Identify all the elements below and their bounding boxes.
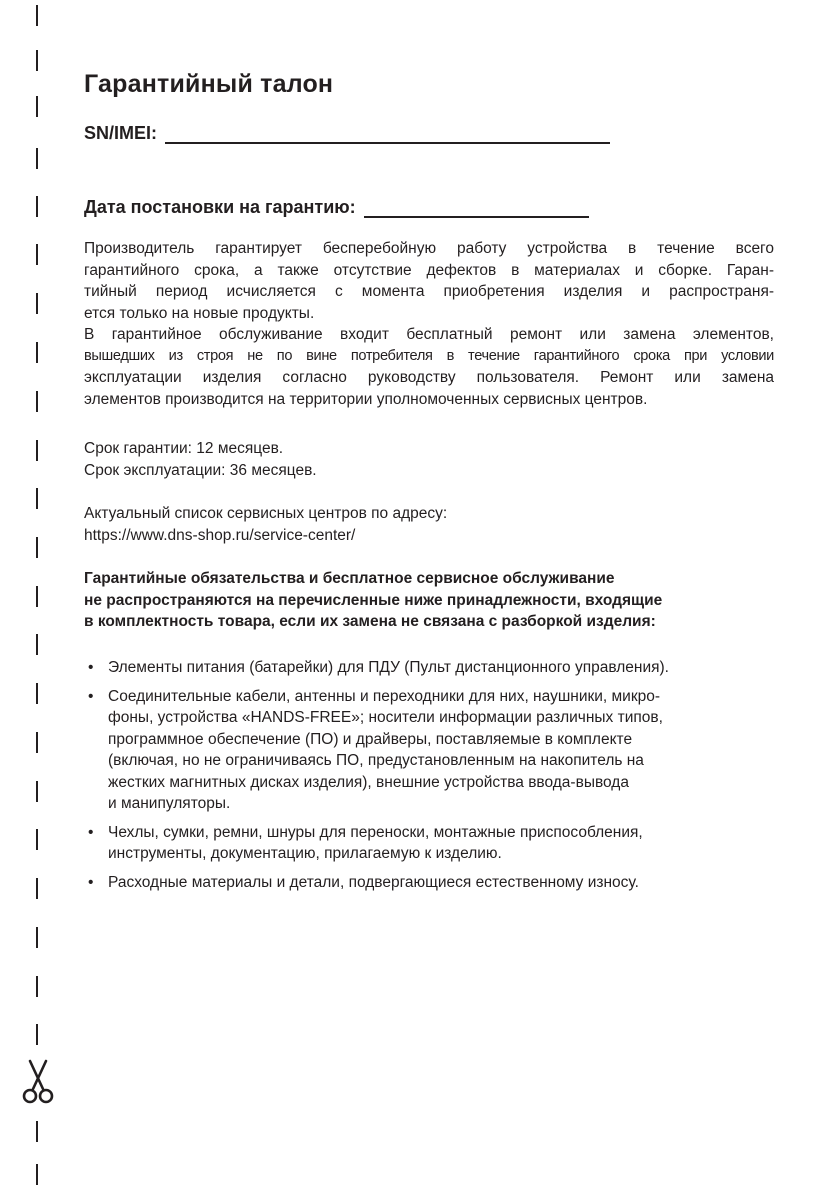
list-item-line: • Расходные материалы и детали, подвергающиеся естественному износу. — [108, 873, 639, 891]
warranty-periods — [84, 438, 774, 481]
cut-dash — [36, 488, 38, 509]
cut-dash — [36, 440, 38, 461]
cut-dash — [36, 1024, 38, 1045]
paragraph-line: гарантийного срока, а также отсутствие дефектов в материалах и сборке. Гаран- — [84, 261, 774, 279]
warranty-date-blank-line — [364, 198, 589, 218]
paragraph-line: элементов производится на территории уполномоченных сервисных центров. — [84, 390, 648, 408]
cut-dash — [36, 829, 38, 850]
list-item-line: • Соединительные кабели, антенны и переходники для них, наушники, микро- — [108, 687, 661, 705]
exclusions-heading-line: в комплектность товара, если их замена не связана с разборкой изделия: — [84, 613, 656, 630]
list-item-line: • Чехлы, сумки, ремни, шнуры для переноски, монтажные приспособления, — [108, 823, 643, 841]
cut-dash — [36, 586, 38, 607]
exclusions-list — [86, 657, 776, 900]
exclusions-heading-line: Гарантийные обязательства и бесплатное сервисное обслуживание — [84, 570, 615, 587]
list-item-line: (включая, но не ограничиваясь ПО, предустановленным на накопитель на — [108, 752, 644, 769]
warranty-date-field — [84, 197, 589, 218]
service-centers — [84, 503, 774, 546]
list-item-line: • Элементы питания (батарейки) для ПДУ (Пульт дистанционного управления). — [108, 659, 669, 676]
cut-dash — [36, 634, 38, 655]
list-item-line: фоны, устройства «HANDS-FREE»; носители информации различных типов, — [108, 709, 663, 726]
list-item — [86, 657, 776, 679]
cut-dash — [36, 927, 38, 948]
cut-dash — [36, 148, 38, 169]
list-item — [86, 872, 776, 894]
paragraph-line: В гарантийное обслуживание входит бесплатный ремонт или замена элементов, — [84, 326, 774, 343]
service-life-period: Срок эксплуатации: 36 месяцев. — [84, 461, 317, 479]
exclusions-heading-line: не распространяются на перечисленные ниже принадлежности, входящие — [84, 591, 663, 609]
cut-dash — [36, 683, 38, 704]
paragraph-line: вышедших из строя не по вине потребителя в течение гарантийного срока при условии — [84, 347, 774, 364]
cut-dash — [36, 537, 38, 558]
list-item-line: и манипуляторы. — [108, 795, 231, 812]
warranty-date-label: Дата постановки на гарантию: — [84, 197, 356, 217]
cut-dash — [36, 342, 38, 363]
cut-dash — [36, 878, 38, 899]
cut-dash — [36, 781, 38, 802]
cut-dash — [36, 96, 38, 117]
cut-dash — [36, 5, 38, 26]
page-title: Гарантийный талон — [84, 70, 334, 98]
cut-dash — [36, 732, 38, 753]
cut-dash — [36, 391, 38, 412]
exclusions-heading — [84, 568, 774, 633]
paragraph-line: ется только на новые продукты. — [84, 304, 315, 322]
service-centers-label: Актуальный список сервисных центров по адресу: — [84, 505, 448, 522]
sn-imei-field — [84, 123, 610, 144]
cut-dash — [36, 1164, 38, 1185]
list-item-line: жестких магнитных дисках изделия), внешние устройства ввода-вывода — [108, 773, 629, 791]
paragraph-line: Производитель гарантирует бесперебойную работу устройства в течение всего — [84, 240, 774, 257]
cut-dash — [36, 50, 38, 71]
cut-dash — [36, 293, 38, 314]
list-item-line: инструменты, документацию, прилагаемую к изделию. — [108, 845, 502, 862]
paragraph-line: эксплуатации изделия согласно руководству пользователя. Ремонт или замена — [84, 369, 774, 386]
list-item-line: программное обеспечение (ПО) и драйверы, поставляемые в комплекте — [108, 730, 633, 748]
cut-dash — [36, 196, 38, 217]
warranty-period: Срок гарантии: 12 месяцев. — [84, 440, 284, 457]
paragraph-line: тийный период исчисляется с момента приобретения изделия и распространя- — [84, 283, 774, 300]
sn-imei-blank-line — [165, 124, 610, 144]
service-centers-url: https://www.dns-shop.ru/service-center/ — [84, 526, 356, 544]
warranty-terms-paragraph — [84, 238, 774, 410]
list-item — [86, 822, 776, 865]
cut-dash — [36, 1121, 38, 1142]
list-item — [86, 686, 776, 815]
cut-dash — [36, 244, 38, 265]
sn-imei-label: SN/IMEI: — [84, 123, 158, 143]
cut-line — [0, 0, 60, 1191]
cut-dash — [36, 976, 38, 997]
scissors-icon — [22, 1059, 54, 1105]
